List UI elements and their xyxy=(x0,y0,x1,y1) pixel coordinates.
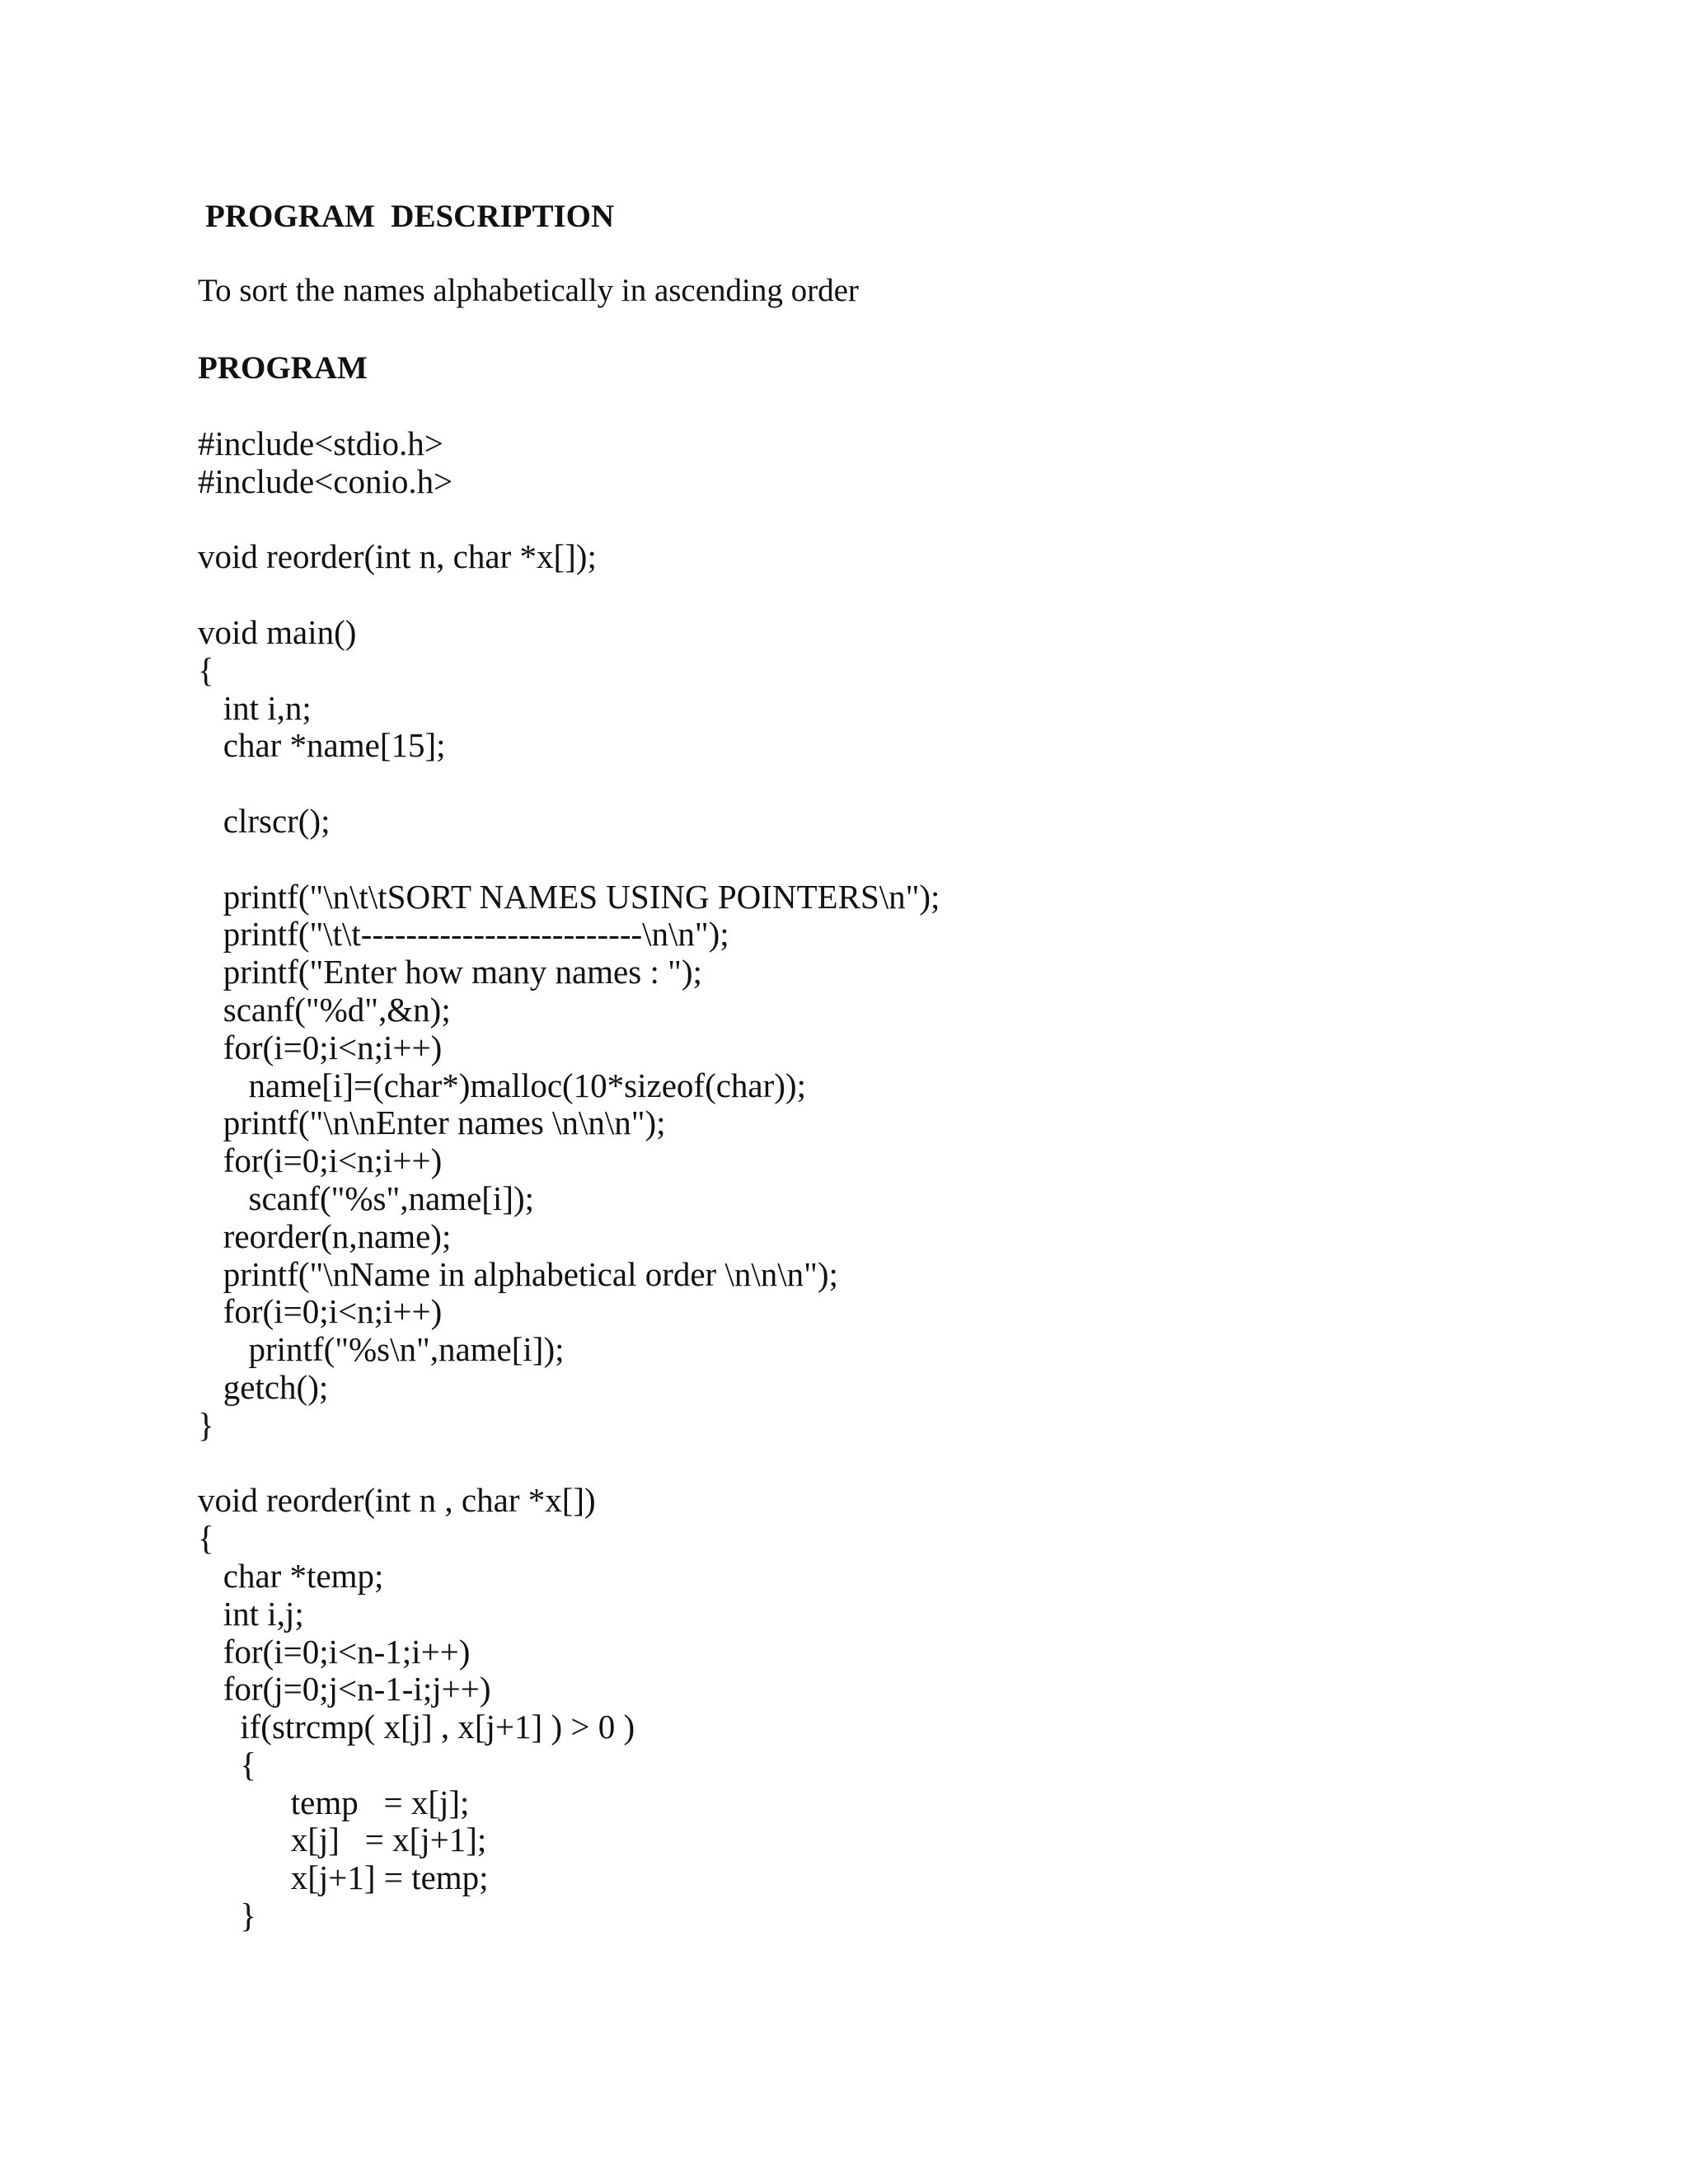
code-line: { xyxy=(198,650,214,689)
code-line xyxy=(198,576,940,614)
code-line: reorder(n,name); xyxy=(198,1216,452,1255)
code-line: } xyxy=(198,1896,256,1935)
code-line: #include<conio.h> xyxy=(198,462,453,500)
program-code-listing xyxy=(198,425,940,1935)
code-line: printf("%s\n",name[i]); xyxy=(198,1330,565,1369)
code-line: { xyxy=(198,1519,214,1558)
code-line: int i,j; xyxy=(198,1594,304,1633)
code-line: printf("\n\nEnter names \n\n\n"); xyxy=(198,1104,666,1142)
code-line: temp = x[j]; xyxy=(198,1783,470,1821)
program-description-text: To sort the names alphabetically in ascending order xyxy=(198,273,859,308)
code-line: scanf("%s",name[i]); xyxy=(198,1179,535,1217)
code-line: printf("Enter how many names : "); xyxy=(198,953,702,991)
code-line: } xyxy=(198,1405,214,1444)
code-line: for(i=0;i<n;i++) xyxy=(198,1141,443,1180)
code-line xyxy=(198,841,940,879)
code-line: x[j+1] = temp; xyxy=(198,1858,489,1897)
code-line xyxy=(198,501,940,539)
code-line: void reorder(int n, char *x[]); xyxy=(198,537,597,576)
code-line: clrscr(); xyxy=(198,801,331,840)
code-line: x[j] = x[j+1]; xyxy=(198,1821,487,1859)
code-line: for(i=0;i<n;i++) xyxy=(198,1028,443,1066)
code-line: { xyxy=(198,1745,256,1783)
code-line: int i,n; xyxy=(198,688,312,727)
code-line: char *temp; xyxy=(198,1556,384,1595)
program-heading: PROGRAM xyxy=(198,350,368,386)
code-line xyxy=(198,1445,940,1483)
code-line: scanf("%d",&n); xyxy=(198,990,451,1029)
code-line: for(j=0;j<n-1-i;j++) xyxy=(198,1670,491,1708)
code-line: getch(); xyxy=(198,1367,329,1406)
program-description-heading: PROGRAM DESCRIPTION xyxy=(205,199,615,234)
code-line: void main() xyxy=(198,612,357,651)
code-line xyxy=(198,765,940,803)
code-line: name[i]=(char*)malloc(10*sizeof(char)); xyxy=(198,1066,806,1104)
code-line: for(i=0;i<n;i++) xyxy=(198,1292,443,1331)
code-line: if(strcmp( x[j] , x[j+1] ) > 0 ) xyxy=(198,1708,635,1746)
code-line: printf("\t\t-------------------------\n\n"); xyxy=(198,915,729,954)
code-line: printf("\n\t\tSORT NAMES USING POINTERS\n"); xyxy=(198,877,940,916)
code-line: void reorder(int n , char *x[]) xyxy=(198,1481,596,1520)
code-line: char *name[15]; xyxy=(198,726,446,765)
code-line: for(i=0;i<n-1;i++) xyxy=(198,1632,471,1671)
code-line: printf("\nName in alphabetical order \n\n\n"); xyxy=(198,1254,838,1293)
code-line: #include<stdio.h> xyxy=(198,424,443,462)
